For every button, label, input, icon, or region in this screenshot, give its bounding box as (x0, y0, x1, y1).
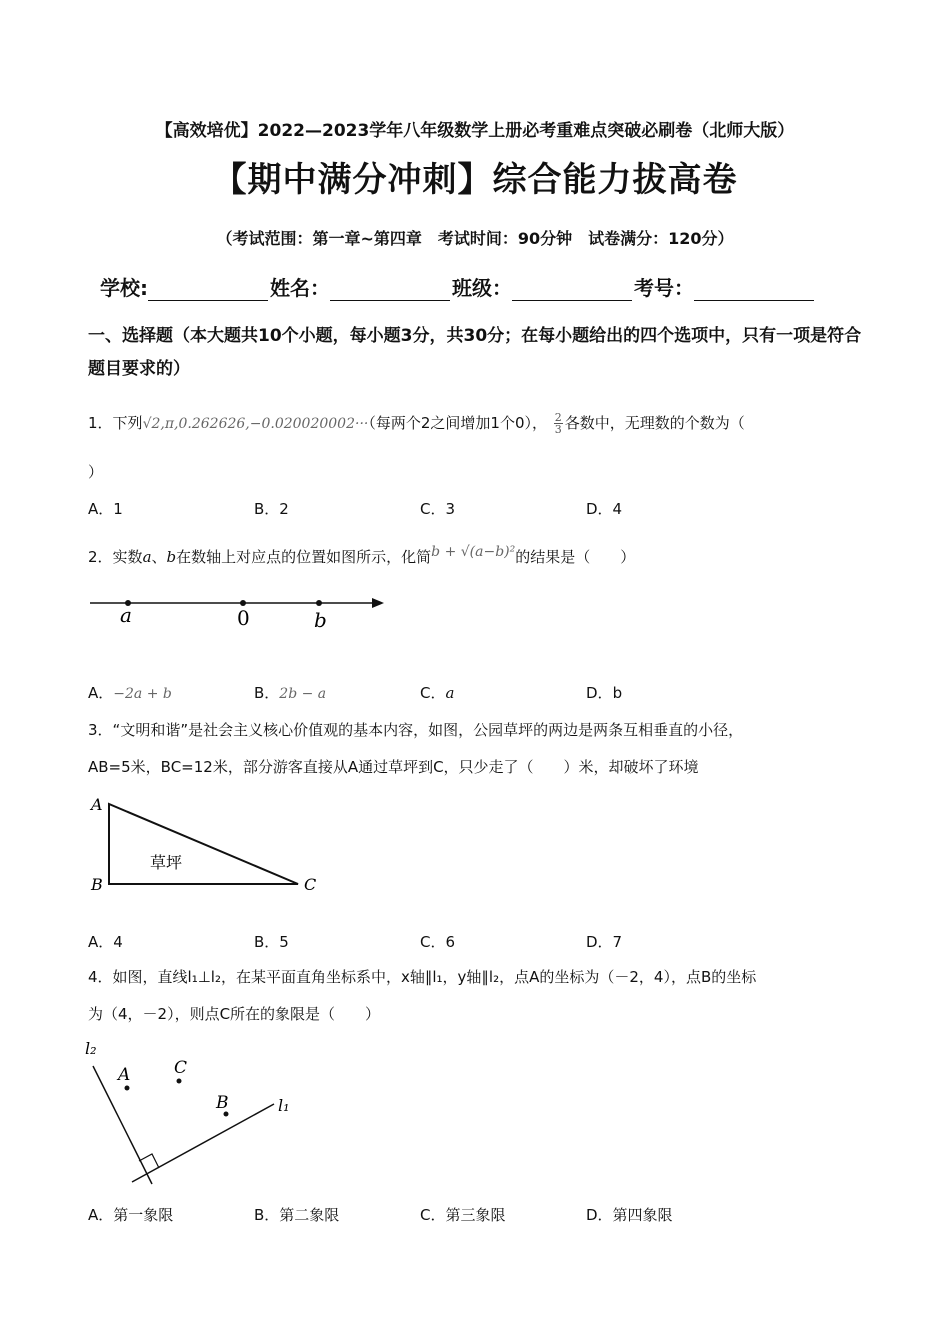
question-note: （每两个2之间增加1个0）， (368, 414, 547, 432)
question-1 (88, 412, 878, 435)
class-blank[interactable] (512, 280, 632, 301)
option-b[interactable]: B．5 (254, 933, 289, 951)
option-b[interactable]: B．2 (254, 500, 289, 518)
exam-title: 【期中满分冲刺】综合能力拔高卷 (212, 160, 738, 200)
fraction-numerator: 2 (554, 411, 562, 424)
question-text-suffix: 各数中，无理数的个数为（ (564, 414, 745, 432)
option-letter: C． (420, 684, 446, 702)
coordinate-lines-figure (80, 1036, 320, 1186)
label-zero: 0 (237, 606, 250, 630)
section-heading: 一、选择题（本大题共10个小题，每小题3分，共30分；在每小题给出的四个选项中，只有一项是符合题目要求的） (88, 326, 862, 379)
number-line-figure (88, 588, 388, 638)
vertex-b-label: B (91, 875, 103, 894)
point-b (316, 600, 322, 606)
question-number: 1． (88, 414, 113, 432)
question-4-options (88, 1204, 752, 1225)
exam-number-blank[interactable] (694, 280, 814, 301)
option-b[interactable] (254, 682, 420, 703)
option-a[interactable]: A．1 (88, 500, 123, 518)
question-text: 在数轴上对应点的位置如图所示，化简 (176, 548, 432, 566)
class-label: 班级： (452, 276, 512, 300)
option-c[interactable]: C．3 (420, 500, 456, 518)
option-letter: B． (254, 684, 280, 702)
question-text: 实数 (112, 548, 143, 566)
school-blank[interactable] (148, 280, 268, 301)
option-a[interactable]: A．第一象限 (88, 1206, 174, 1224)
option-c[interactable]: C．第三象限 (420, 1206, 506, 1224)
option-letter: D． (586, 684, 613, 702)
question-number: 4． (88, 968, 113, 986)
separator: 、 (151, 548, 167, 566)
question-2-options (88, 682, 752, 703)
question-text: 如图，直线l₁⊥l₂，在某平面直角坐标系中，x轴∥l₁，y轴∥l₂，点A的坐标为（－2，4），点B的坐标 (112, 968, 757, 986)
right-angle-mark (139, 1154, 159, 1168)
label-b: b (314, 608, 327, 632)
question-number: 2． (88, 548, 113, 566)
exam-info: （考试范围：第一章~第四章 考试时间：90分钟 试卷满分：120分） (216, 229, 734, 248)
point-a-label: A (118, 1065, 131, 1085)
triangle (109, 804, 298, 884)
formula: √2,π,0.262626,−0.020020002··· (142, 416, 369, 432)
label-a: a (120, 603, 132, 627)
exam-number-label: 考号： (634, 276, 694, 300)
school-label: 学校: (100, 276, 148, 300)
var-a: a (142, 548, 152, 566)
formula: b + √(a−b)² (431, 544, 516, 560)
point-a (125, 1086, 130, 1091)
option-c[interactable]: C．6 (420, 933, 456, 951)
option-d[interactable]: D．4 (586, 500, 623, 518)
option-value: a (445, 684, 455, 702)
l1-label: l₁ (278, 1096, 290, 1115)
var-b: b (166, 548, 177, 566)
arrow-head (372, 598, 384, 608)
exam-subtitle: 【高效培优】2022—2023学年八年级数学上册必考重难点突破必刷卷（北师大版） (155, 121, 795, 141)
question-text: “文明和谐”是社会主义核心价值观的基本内容，如图，公园草坪的两边是两条互相垂直的小径， (112, 721, 744, 739)
option-value: −2a + b (113, 686, 172, 702)
triangle-figure (88, 792, 328, 902)
student-info-fields (100, 272, 816, 301)
option-a[interactable] (88, 682, 254, 703)
lawn-label: 草坪 (150, 853, 183, 872)
option-value: b (612, 684, 623, 702)
question-text: 的结果是（ ） (515, 548, 636, 566)
question-text: 下列 (112, 414, 143, 432)
question-3-line-2: AB=5米，BC=12米，部分游客直接从A通过草坪到C，只少走了（ ）米，却破坏了环境 (88, 758, 699, 776)
option-d[interactable]: D．7 (586, 933, 623, 951)
option-b[interactable]: B．第二象限 (254, 1206, 340, 1224)
point-c-label: C (174, 1058, 188, 1078)
question-4-line-2: 为（4，－2），则点C所在的象限是（ ） (88, 1005, 381, 1023)
question-4 (88, 967, 878, 987)
option-c[interactable] (420, 682, 586, 703)
question-1-close: ） (88, 463, 104, 481)
option-letter: A． (88, 684, 114, 702)
question-3 (88, 720, 878, 740)
fraction-denominator: 3 (554, 423, 562, 436)
option-d[interactable]: D．第四象限 (586, 1206, 673, 1224)
l2-label: l₂ (85, 1039, 97, 1058)
fraction (554, 412, 563, 435)
line-l1 (132, 1104, 274, 1182)
point-c (177, 1079, 182, 1084)
vertex-a-label: A (91, 795, 103, 814)
question-1-options (88, 498, 752, 519)
name-blank[interactable] (330, 280, 450, 301)
vertex-c-label: C (304, 875, 317, 894)
question-2 (88, 544, 878, 568)
question-3-options (88, 931, 752, 952)
name-label: 姓名： (270, 276, 330, 300)
option-a[interactable]: A．4 (88, 933, 123, 951)
option-d[interactable] (586, 682, 752, 703)
point-b-label: B (216, 1093, 229, 1113)
question-number: 3． (88, 721, 113, 739)
option-value: 2b − a (279, 686, 327, 702)
